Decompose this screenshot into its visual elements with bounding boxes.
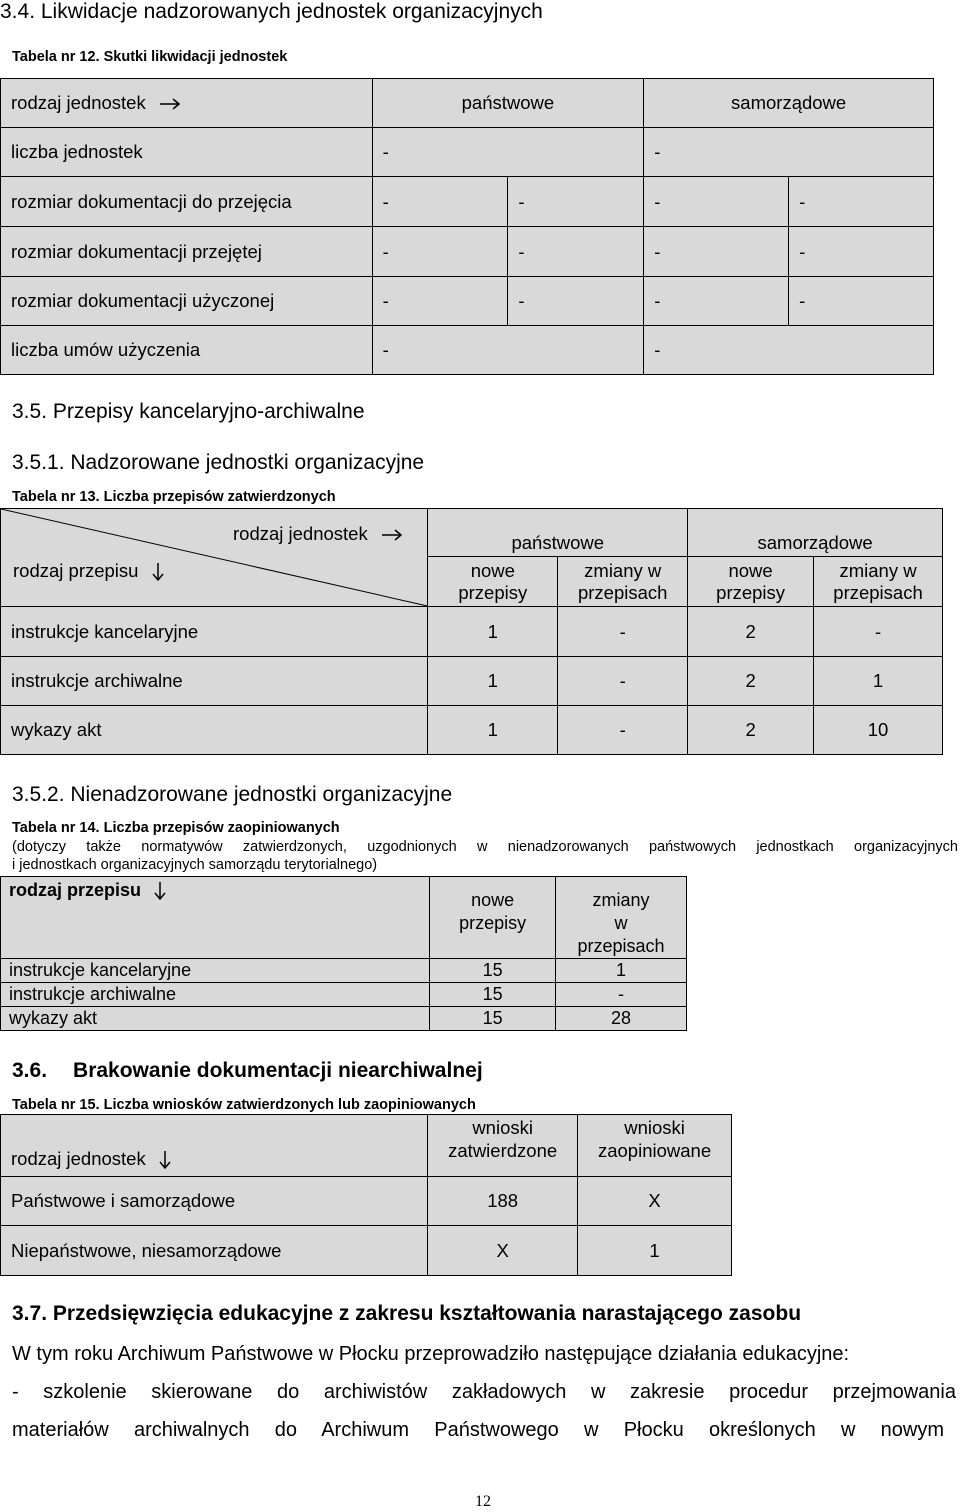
t12-header-local: samorządowe [644, 79, 934, 128]
row-label: rozmiar dokumentacji do przejęcia [1, 177, 373, 227]
table-12 [0, 78, 934, 375]
cell: - [644, 277, 789, 326]
section-3-7-title: 3.7. Przedsięwzięcia edukacyjne z zakresu kształtowania narastającego zasobu [12, 1302, 802, 1325]
cell: 2 [688, 607, 814, 657]
cell: - [814, 607, 943, 657]
table-row [1, 1226, 732, 1276]
t13-type-label: rodzaj przepisu [13, 560, 164, 582]
table-row [1, 983, 687, 1007]
table-row [1, 227, 934, 277]
table-14-caption: Tabela nr 14. Liczba przepisów zaopiniowanych [12, 820, 340, 836]
cell: - [372, 128, 644, 177]
section-number: 3.5.1. [12, 451, 65, 474]
cell: - [508, 277, 644, 326]
table-15 [0, 1114, 732, 1276]
table-13-caption: Tabela nr 13. Liczba przepisów zatwierdzonych [12, 489, 336, 505]
cell: X [578, 1177, 732, 1226]
cell: 1 [814, 657, 943, 706]
cell: - [789, 177, 934, 227]
cell: - [644, 128, 934, 177]
t13-header-local: samorządowe [688, 509, 943, 557]
cell: - [372, 177, 508, 227]
table-row [1, 959, 687, 983]
cell: 1 [556, 959, 687, 983]
page-number: 12 [475, 1493, 491, 1510]
cell: - [558, 657, 688, 706]
t14-type-header: rodzaj przepisu [1, 877, 430, 959]
row-label: Państwowe i samorządowe [1, 1177, 428, 1226]
paragraph-line-3: materiałów archiwalnych do Archiwum Państwowego w Płocku określonych w nowym [12, 1419, 944, 1441]
t13-col-new: nowe przepisy [688, 557, 814, 607]
cell: 1 [578, 1226, 732, 1276]
row-label: wykazy akt [1, 1007, 430, 1031]
cell: - [644, 326, 934, 375]
cell: - [789, 277, 934, 326]
paragraph-line-2: - szkolenie skierowane do archiwistów zakładowych w zakresie procedur przejmowania [12, 1381, 956, 1403]
section-number: 3.5.2. [12, 783, 65, 806]
row-label: instrukcje archiwalne [1, 657, 428, 706]
section-name: Nadzorowane jednostki organizacyjne [70, 451, 425, 474]
table-13 [0, 508, 943, 755]
paragraph-line-1: W tym roku Archiwum Państwowe w Płocku przeprowadziło następujące działania edukacyjne: [12, 1343, 850, 1365]
cell: 2 [688, 706, 814, 755]
row-label: wykazy akt [1, 706, 428, 755]
row-label: rozmiar dokumentacji użyczonej [1, 277, 373, 326]
row-label: Niepaństwowe, niesamorządowe [1, 1226, 428, 1276]
row-label: liczba jednostek [1, 128, 373, 177]
cell: - [372, 326, 644, 375]
table-row [1, 1177, 732, 1226]
arrow-right-icon [381, 529, 403, 541]
table-15-caption: Tabela nr 15. Liczba wniosków zatwierdzonych lub zaopiniowanych [12, 1097, 476, 1113]
section-3-5-2-title [12, 783, 452, 807]
arrow-down-icon [154, 881, 166, 901]
table-14-note-cont: i jednostkach organizacyjnych samorządu terytorialnego) [12, 857, 378, 873]
cell: - [508, 177, 644, 227]
table-row [1, 607, 943, 657]
t15-units-header: rodzaj jednostek [1, 1115, 428, 1177]
table-row [1, 657, 943, 706]
cell: - [558, 706, 688, 755]
cell: X [428, 1226, 578, 1276]
arrow-down-icon [152, 562, 164, 582]
cell: 28 [556, 1007, 687, 1031]
t13-col-changes: zmiany w przepisach [558, 557, 688, 607]
section-name: Nienadzorowane jednostki organizacyjne [70, 783, 453, 806]
table-row [1, 128, 934, 177]
cell: - [644, 227, 789, 277]
table-row [1, 706, 943, 755]
t12-header-units: rodzaj jednostek [1, 79, 373, 128]
section-3-6-title [12, 1059, 483, 1083]
cell: 188 [428, 1177, 578, 1226]
table-14-note: (dotyczy także normatywów zatwierdzonych, uzgodnionych w nienadzorowanych państwowych jednostkach organizacyjnych [12, 839, 958, 855]
cell: 15 [430, 1007, 556, 1031]
table-14 [0, 876, 687, 1031]
cell: - [372, 227, 508, 277]
cell: 2 [688, 657, 814, 706]
t13-header-state: państwowe [428, 509, 688, 557]
cell: - [556, 983, 687, 1007]
section-3-5-1-title [12, 451, 424, 475]
t15-col-reviewed: wnioski zaopiniowane [578, 1115, 732, 1177]
row-label: liczba umów użyczenia [1, 326, 373, 375]
cell: 15 [430, 959, 556, 983]
row-label: instrukcje kancelaryjne [1, 959, 430, 983]
cell: 10 [814, 706, 943, 755]
t12-header-state: państwowe [372, 79, 644, 128]
cell: 15 [430, 983, 556, 1007]
t14-col-new: nowe przepisy [430, 877, 556, 959]
cell: 1 [428, 607, 558, 657]
table-row [1, 326, 934, 375]
arrow-down-icon [159, 1150, 171, 1170]
table-12-caption: Tabela nr 12. Skutki likwidacji jednostek [12, 49, 288, 65]
cell: - [508, 227, 644, 277]
row-label: rozmiar dokumentacji przejętej [1, 227, 373, 277]
cell: 1 [428, 657, 558, 706]
t13-col-changes: zmiany w przepisach [814, 557, 943, 607]
cell: - [372, 277, 508, 326]
row-label: instrukcje archiwalne [1, 983, 430, 1007]
section-number: 3.6. [12, 1059, 48, 1082]
t15-col-approved: wnioski zatwierdzone [428, 1115, 578, 1177]
cell: 1 [428, 706, 558, 755]
cell: - [789, 227, 934, 277]
t13-units-label: rodzaj jednostek [233, 523, 403, 545]
t13-corner-header [1, 509, 428, 607]
table-row [1, 177, 934, 227]
table-row [1, 1007, 687, 1031]
table-row [1, 277, 934, 326]
t14-col-changes: zmiany w przepisach [556, 877, 687, 959]
cell: - [558, 607, 688, 657]
section-name: Brakowanie dokumentacji niearchiwalnej [73, 1059, 483, 1082]
section-3-4-title: 3.4. Likwidacje nadzorowanych jednostek organizacyjnych [0, 0, 543, 23]
t13-col-new: nowe przepisy [428, 557, 558, 607]
cell: - [644, 177, 789, 227]
arrow-right-icon [159, 98, 181, 110]
section-3-5-title: 3.5. Przepisy kancelaryjno-archiwalne [12, 400, 365, 423]
row-label: instrukcje kancelaryjne [1, 607, 428, 657]
